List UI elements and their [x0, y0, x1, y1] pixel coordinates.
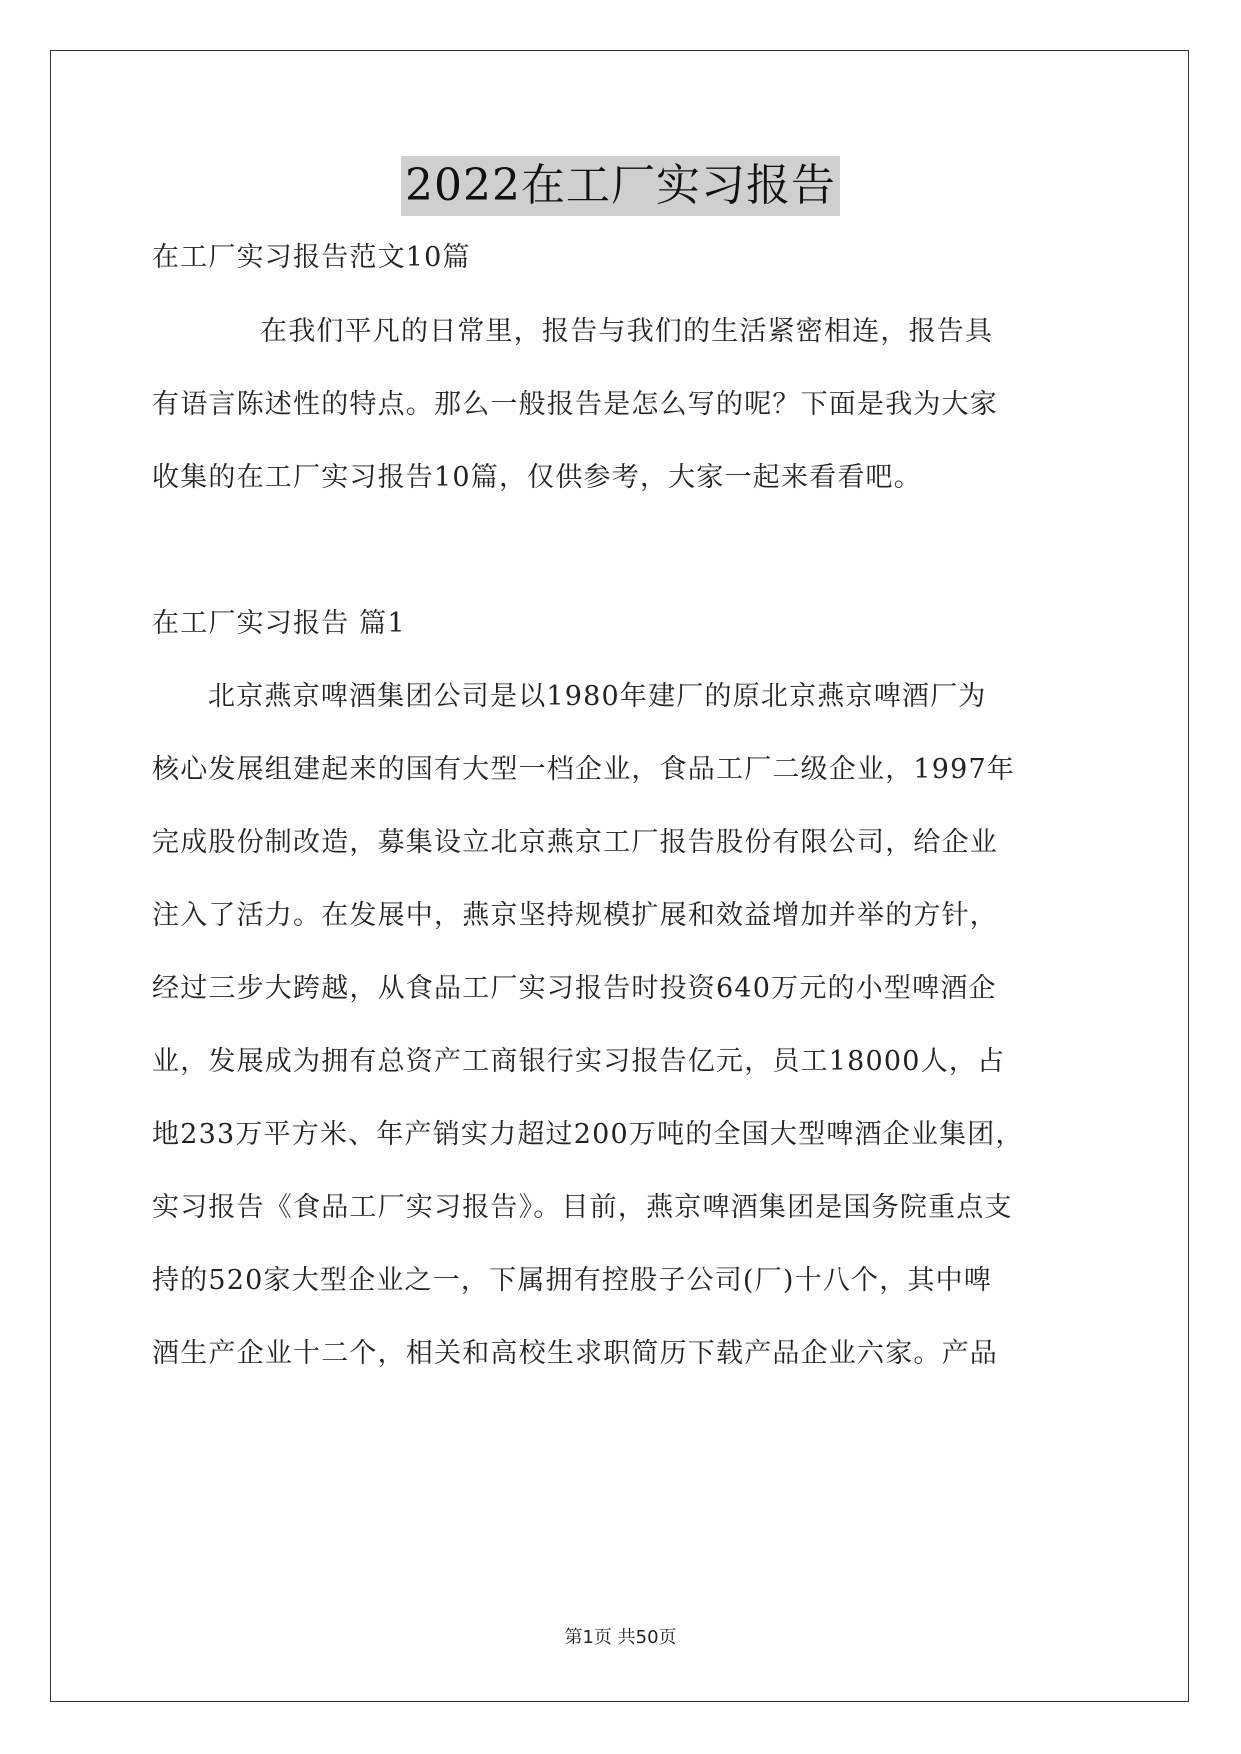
page-number-footer: 第1页 共50页	[564, 1627, 677, 1648]
intro-line: 有语言陈述性的特点。那么一般报告是怎么写的呢？下面是我为大家	[152, 389, 998, 420]
section-heading: 在工厂实习报告 篇1	[152, 608, 406, 639]
body-line: 经过三步大跨越，从食品工厂实习报告时投资640万元的小型啤酒企	[152, 973, 997, 1004]
body-line: 完成股份制改造，募集设立北京燕京工厂报告股份有限公司，给企业	[152, 827, 998, 858]
document-title: 2022在工厂实习报告	[401, 156, 840, 216]
body-line: 持的520家大型企业之一，下属拥有控股子公司(厂)十八个，其中啤	[152, 1265, 993, 1296]
body-line: 核心发展组建起来的国有大型一档企业，食品工厂二级企业，1997年	[152, 754, 1016, 785]
body-line: 业，发展成为拥有总资产工商银行实习报告亿元，员工18000人，占	[152, 1046, 1006, 1077]
body-line: 实习报告《食品工厂实习报告》。目前，燕京啤酒集团是国务院重点支	[152, 1192, 1013, 1223]
body-line: 注入了活力。在发展中，燕京坚持规模扩展和效益增加并举的方针，	[152, 900, 998, 931]
page-border	[50, 50, 1189, 1702]
intro-line: 收集的在工厂实习报告10篇，仅供参考，大家一起来看看吧。	[152, 462, 922, 493]
document-subtitle: 在工厂实习报告范文10篇	[152, 242, 471, 273]
body-line: 酒生产企业十二个，相关和高校生求职简历下载产品企业六家。产品	[152, 1338, 998, 1369]
body-line: 地233万平方米、年产销实力超过200万吨的全国大型啤酒企业集团，	[152, 1119, 1024, 1150]
body-line: 北京燕京啤酒集团公司是以1980年建厂的原北京燕京啤酒厂为	[208, 681, 987, 712]
title-wrap	[0, 156, 1241, 216]
intro-line: 在我们平凡的日常里，报告与我们的生活紧密相连，报告具	[260, 316, 994, 347]
